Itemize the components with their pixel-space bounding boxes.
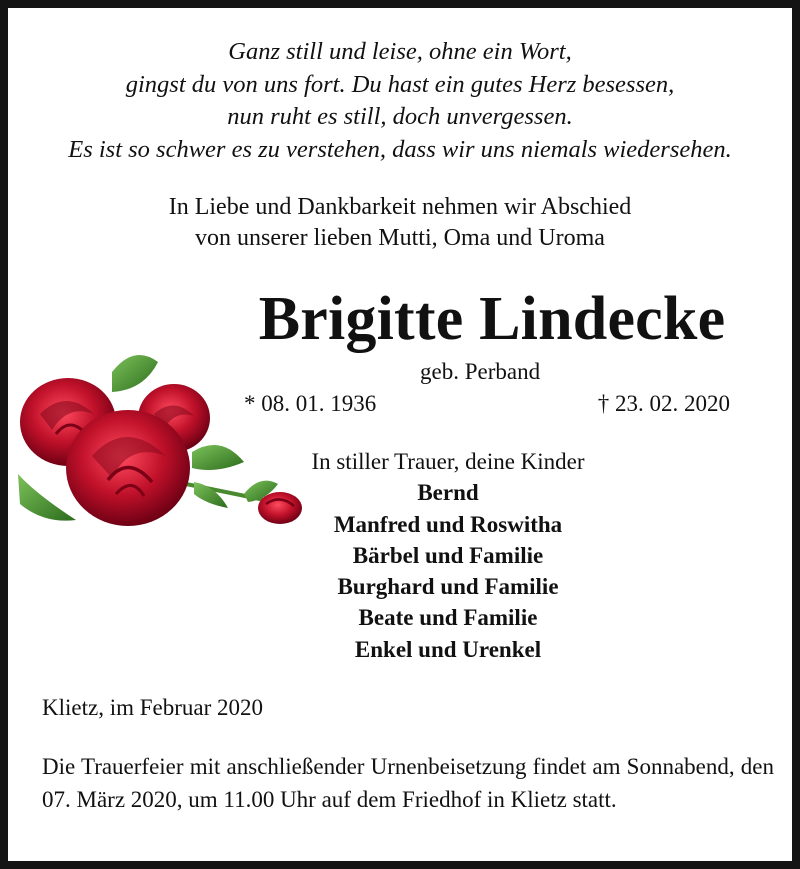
poem-line: Ganz still und leise, ohne ein Wort, [228,38,572,65]
mourners-list [248,446,648,665]
intro-text [18,192,782,254]
poem-line: Es ist so schwer es zu verstehen, dass wir uns niemals wiedersehen. [68,135,732,163]
death-date: † 23. 02. 2020 [597,391,730,416]
intro-line: von unserer lieben Mutti, Oma und Uroma [195,225,605,251]
place-date: Klietz, im Februar 2020 [42,695,264,720]
funeral-notice: Die Trauerfeier mit anschließender Urnenbeisetzung findet am Sonnabend, den 07. März 2020, um 11.00 Uhr auf dem Friedhof in Klietz statt. [42,754,774,812]
poem-line: gingst du von uns fort. Du hast ein gutes Herz besessen, [125,70,675,98]
mourner: Enkel und Urenkel [354,636,542,662]
mourner: Burghard und Familie [337,574,559,600]
birth-date: * 08. 01. 1936 [244,391,377,416]
intro-line: In Liebe und Dankbarkeit nehmen wir Abschied [168,194,632,220]
poem-line: nun ruht es still, doch unvergessen. [227,103,573,130]
poem [18,36,782,166]
mourner: Bärbel und Familie [352,542,544,568]
birth-name: geb. Perband [420,359,541,384]
deceased-name: Brigitte Lindecke [258,285,726,353]
mourners-lead: In stiller Trauer, deine Kinder [311,449,585,474]
mourner: Beate und Familie [358,605,538,631]
mourner: Manfred und Roswitha [333,511,563,537]
mourner: Bernd [417,480,479,506]
